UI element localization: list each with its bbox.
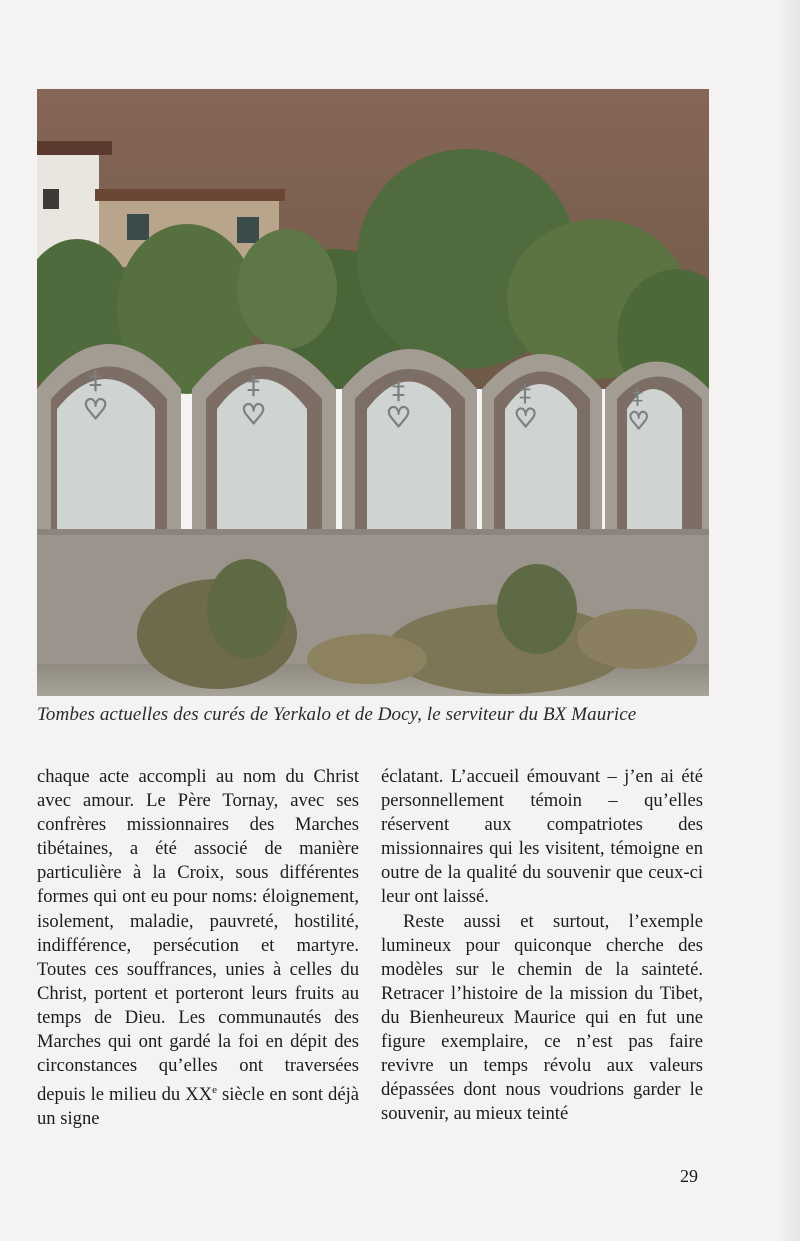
- right-paragraph-1: éclatant. L’accueil émouvant – j’en ai été personnellement témoin – qu’elles réservent aux compatriotes des missionnaires qui les visitent, témoigne en outre de la qualité du souvenir que ceux-ci leur ont laissé.: [381, 766, 703, 908]
- svg-text:‡: ‡: [89, 366, 102, 396]
- page-edge-shade: [778, 0, 800, 1241]
- svg-text:♡: ♡: [241, 398, 267, 431]
- tombs-photograph: [37, 89, 709, 696]
- svg-text:♡: ♡: [628, 407, 650, 435]
- svg-text:♡: ♡: [514, 404, 538, 434]
- svg-text:♡: ♡: [386, 401, 412, 434]
- svg-text:♡: ♡: [83, 393, 109, 426]
- left-paragraph: [37, 765, 359, 1131]
- page-number: 29: [680, 1166, 698, 1186]
- svg-text:‡: ‡: [519, 379, 531, 407]
- left-paragraph-text: chaque acte accompli au nom du Christ avec amour. Le Père Tornay, avec ses confrères missionnaires des Marches tibétaines, a été associé de manière particulière à la Croix, sous différentes formes qui ont eu pour noms: éloignement, isolement, maladie, pauvreté, hostilité, indifférence, persécution et martyre. Toutes ces souffrances, unies à celles du Christ, portent et porteront leurs fruits au temps de Dieu. Les communautés des Marches qui ont gardé la foi en dépit des circonstances qu’elles ont traversées depuis le milieu du XX: [37, 766, 359, 1106]
- left-paragraph-end: siècle en sont déjà un signe: [37, 1084, 359, 1130]
- svg-text:‡: ‡: [247, 371, 260, 401]
- figure-caption: Tombes actuelles des curés de Yerkalo et de Docy, le serviteur du BX Maurice: [37, 704, 637, 725]
- svg-text:‡: ‡: [392, 376, 405, 406]
- svg-text:‡: ‡: [632, 385, 643, 410]
- right-column: [381, 765, 703, 1126]
- left-column: [37, 765, 359, 1131]
- century-superscript: e: [212, 1084, 217, 1097]
- right-paragraph-2: Reste aussi et surtout, l’exemple lumineux pour quiconque cherche des modèles sur le chemin de la sainteté. Retracer l’histoire de la mission du Tibet, du Bienheureux Maurice qui en fut une figure exemplaire, ce n’est pas faire revivre un temps révolu aux valeurs dépassées dont nous voudrions garder le souvenir, au mieux teinté: [381, 910, 703, 1125]
